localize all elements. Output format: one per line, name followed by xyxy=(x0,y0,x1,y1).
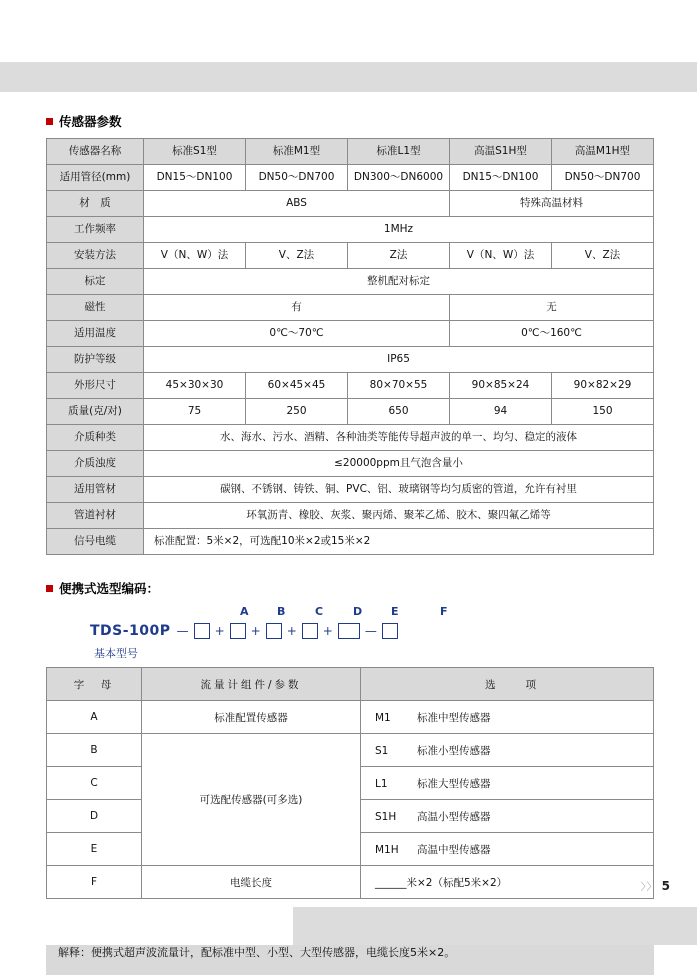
table-row xyxy=(47,165,654,191)
coding-section-title-text: 便携式选型编码： xyxy=(59,581,160,596)
row-cell: DN300～DN6000 xyxy=(348,165,450,191)
header-cell-s1: 标准S1型 xyxy=(144,139,246,165)
plus-separator: + xyxy=(250,624,261,638)
row-cell: DN50～DN700 xyxy=(246,165,348,191)
row-cell: V、Z法 xyxy=(246,243,348,269)
table-row xyxy=(47,191,654,217)
table-row xyxy=(47,477,654,503)
row-cell: 60×45×45 xyxy=(246,373,348,399)
header-cell-letter: 字 母 xyxy=(47,668,142,701)
table-row xyxy=(47,243,654,269)
row-letter: C xyxy=(47,767,142,800)
table-header-row xyxy=(47,668,654,701)
row-label: 适用管径(mm) xyxy=(47,165,144,191)
table-row xyxy=(47,529,654,555)
row-cell: 90×85×24 xyxy=(450,373,552,399)
dash-separator: — xyxy=(364,624,377,638)
row-letter: F xyxy=(47,866,142,899)
row-cell: 0℃～70℃ xyxy=(144,321,450,347)
row-cell: 水、海水、污水、酒精、各种油类等能传导超声波的单一、均匀、稳定的液体 xyxy=(144,425,654,451)
row-cell: 75 xyxy=(144,399,246,425)
row-cell: 标准配置：5米×2，可选配10米×2或15米×2 xyxy=(144,529,654,555)
code-letter-b: B xyxy=(277,605,286,618)
table-row xyxy=(47,866,654,899)
row-param-merged: 可选配传感器(可多选) xyxy=(142,734,361,866)
option-code: L1 xyxy=(375,777,388,790)
row-label: 介质种类 xyxy=(47,425,144,451)
red-square-bullet-icon xyxy=(46,118,53,125)
model-selection-table xyxy=(46,667,654,899)
model-code-diagram xyxy=(46,605,654,663)
row-cell: 0℃～160℃ xyxy=(450,321,654,347)
dash-separator: — xyxy=(176,624,189,638)
row-label: 防护等级 xyxy=(47,347,144,373)
row-letter: E xyxy=(47,833,142,866)
table-row xyxy=(47,451,654,477)
row-letter: D xyxy=(47,800,142,833)
option-code: S1 xyxy=(375,744,389,757)
row-cell: ABS xyxy=(144,191,450,217)
table-row xyxy=(47,425,654,451)
header-cell-name: 传感器名称 xyxy=(47,139,144,165)
row-param: 电缆长度 xyxy=(142,866,361,899)
row-cell: Z法 xyxy=(348,243,450,269)
row-cell: DN50～DN700 xyxy=(552,165,654,191)
row-cell: ≤20000ppm且气泡含量小 xyxy=(144,451,654,477)
row-cell: 45×30×30 xyxy=(144,373,246,399)
row-param: 标准配置传感器 xyxy=(142,701,361,734)
header-cell-l1: 标准L1型 xyxy=(348,139,450,165)
row-label: 安装方法 xyxy=(47,243,144,269)
row-cell: 650 xyxy=(348,399,450,425)
option-code: M1 xyxy=(375,711,391,724)
row-cell: 无 xyxy=(450,295,654,321)
row-letter: B xyxy=(47,734,142,767)
table-row xyxy=(47,269,654,295)
row-option xyxy=(361,767,654,800)
row-option xyxy=(361,800,654,833)
header-gray-bar xyxy=(0,62,697,92)
page-content xyxy=(46,112,654,975)
row-label: 信号电缆 xyxy=(47,529,144,555)
code-letter-a: A xyxy=(240,605,249,618)
option-desc: 标准中型传感器 xyxy=(417,711,491,724)
row-label: 介质浊度 xyxy=(47,451,144,477)
row-label: 质量(克/对) xyxy=(47,399,144,425)
row-cell: 碳钢、不锈钢、铸铁、铜、PVC、铝、玻璃钢等均匀质密的管道，允许有衬里 xyxy=(144,477,654,503)
table-row xyxy=(47,347,654,373)
row-cell: 90×82×29 xyxy=(552,373,654,399)
option-desc: 高温小型传感器 xyxy=(417,810,491,823)
page-chevrons: 〉〉 xyxy=(640,882,658,893)
option-code: S1H xyxy=(375,810,397,823)
row-label: 工作频率 xyxy=(47,217,144,243)
row-label: 适用管材 xyxy=(47,477,144,503)
footer-white-block xyxy=(0,907,293,945)
row-cell: 80×70×55 xyxy=(348,373,450,399)
code-box-d[interactable] xyxy=(302,623,318,639)
plus-separator: + xyxy=(286,624,297,638)
sensor-section-title xyxy=(46,112,654,130)
header-cell-option: 选 项 xyxy=(361,668,654,701)
coding-section-title xyxy=(46,579,654,597)
code-letter-d: D xyxy=(353,605,363,618)
row-label: 材 质 xyxy=(47,191,144,217)
option-code: M1H xyxy=(375,843,399,856)
row-cell: V（N、W）法 xyxy=(450,243,552,269)
option-desc: 高温中型传感器 xyxy=(417,843,491,856)
row-option xyxy=(361,701,654,734)
row-letter: A xyxy=(47,701,142,734)
row-label: 磁性 xyxy=(47,295,144,321)
row-cell: V（N、W）法 xyxy=(144,243,246,269)
header-cell-s1h: 高温S1H型 xyxy=(450,139,552,165)
option-desc: 标准大型传感器 xyxy=(417,777,491,790)
row-cell: DN15～DN100 xyxy=(450,165,552,191)
header-cell-param: 流量计组件/参数 xyxy=(142,668,361,701)
row-cell: 150 xyxy=(552,399,654,425)
code-box-b[interactable] xyxy=(230,623,246,639)
code-box-e[interactable] xyxy=(338,623,360,639)
row-cell: 250 xyxy=(246,399,348,425)
model-name: TDS-100P xyxy=(90,623,171,639)
table-row xyxy=(47,734,654,767)
sensor-parameters-table xyxy=(46,138,654,555)
row-label: 适用温度 xyxy=(47,321,144,347)
table-row xyxy=(47,295,654,321)
code-box-c[interactable] xyxy=(266,623,282,639)
red-square-bullet-icon xyxy=(46,585,53,592)
code-box-f[interactable] xyxy=(382,623,398,639)
code-letter-c: C xyxy=(315,605,324,618)
row-label: 管道衬材 xyxy=(47,503,144,529)
basic-model-label: 基本型号 xyxy=(94,647,138,660)
table-row xyxy=(47,217,654,243)
plus-separator: + xyxy=(322,624,333,638)
table-row xyxy=(47,321,654,347)
row-cell: IP65 xyxy=(144,347,654,373)
row-option xyxy=(361,734,654,767)
table-row xyxy=(47,373,654,399)
code-row xyxy=(90,623,401,639)
table-header-row xyxy=(47,139,654,165)
plus-separator: + xyxy=(214,624,225,638)
sensor-section-title-text: 传感器参数 xyxy=(59,114,122,129)
row-cell: V、Z法 xyxy=(552,243,654,269)
table-row xyxy=(47,503,654,529)
page-number-value: 5 xyxy=(661,879,671,893)
top-white-band xyxy=(0,0,697,62)
header-cell-m1h: 高温M1H型 xyxy=(552,139,654,165)
row-cell: 有 xyxy=(144,295,450,321)
code-letter-f: F xyxy=(440,605,448,618)
header-cell-m1: 标准M1型 xyxy=(246,139,348,165)
row-cell: DN15～DN100 xyxy=(144,165,246,191)
table-row xyxy=(47,399,654,425)
row-option xyxy=(361,833,654,866)
option-desc: 标准小型传感器 xyxy=(417,744,491,757)
row-cell: 整机配对标定 xyxy=(144,269,654,295)
code-letter-e: E xyxy=(391,605,399,618)
row-cell: 环氧沥青、橡胶、灰浆、聚丙烯、聚苯乙烯、胶木、聚四氟乙烯等 xyxy=(144,503,654,529)
example-line-2: 解释：便携式超声波流量计，配标准中型、小型、大型传感器，电缆长度5米×2。 xyxy=(58,945,456,959)
page-number xyxy=(641,878,671,893)
code-box-a[interactable] xyxy=(194,623,210,639)
row-cell: 1MHz xyxy=(144,217,654,243)
row-cell: 特殊高温材料 xyxy=(450,191,654,217)
code-letters-row xyxy=(46,605,654,621)
row-label: 标定 xyxy=(47,269,144,295)
row-label: 外形尺寸 xyxy=(47,373,144,399)
row-cell: 94 xyxy=(450,399,552,425)
row-option: ______米×2（标配5米×2） xyxy=(361,866,654,899)
table-row xyxy=(47,701,654,734)
